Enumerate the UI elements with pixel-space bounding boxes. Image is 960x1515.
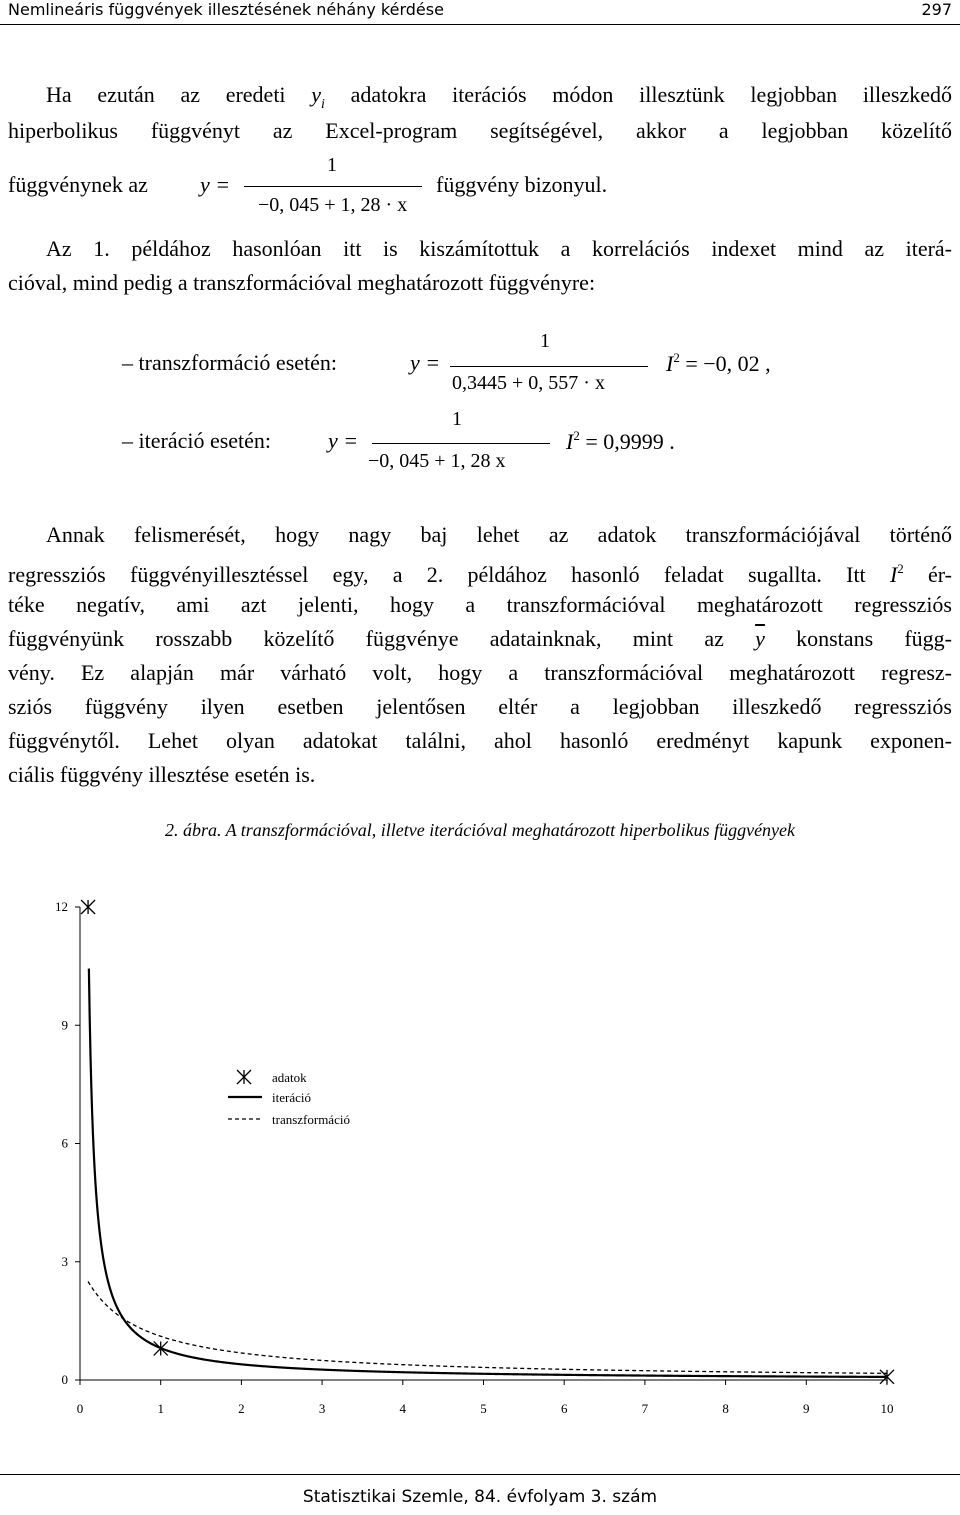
legend-marker-adatok [237, 1070, 251, 1084]
y-tick-label: 9 [61, 1017, 68, 1033]
x-tick-label: 8 [722, 1401, 729, 1416]
legend-label-transzformacio: transzformáció [272, 1112, 350, 1127]
x-tick-label: 0 [76, 1401, 84, 1416]
x-tick-label: 1 [157, 1401, 164, 1416]
transform-bar [450, 366, 648, 367]
iter-bar [372, 443, 550, 444]
para3-line6: sziós függvény ilyen esetben jelentősen eltér a legjobban illeszkedő regressziós [8, 694, 952, 719]
data-point-marker [154, 1341, 168, 1355]
transform-index: $I^2 = -0$, 02 , [666, 350, 771, 376]
para1-line1: Ha ezután az eredeti $y_i$ adatokra iterációs módon illesztünk legjobban illeszkedő [46, 82, 953, 112]
footer-text: Statisztikai Szemle, 84. évfolyam 3. szám [302, 1487, 658, 1507]
transform-lhs: y = [410, 350, 441, 375]
para3-line1: Annak felismerését, hogy nagy baj lehet az adatok transzformációjával történő [46, 522, 952, 547]
legend-label-adatok: adatok [272, 1070, 307, 1085]
iter-label: – iteráció esetén: [122, 428, 272, 453]
x-tick-label: 2 [238, 1401, 245, 1416]
formula-main-lhs: y = [200, 172, 231, 197]
x-tick-label: 7 [641, 1401, 649, 1416]
running-header [0, 0, 960, 25]
transform-den: 0,3445 + 0, 557 · x [452, 372, 605, 394]
transform-label: – transzformáció esetén: [122, 350, 338, 375]
x-tick-label: 9 [803, 1401, 810, 1416]
iter-lhs: y = [328, 428, 359, 453]
y-tick-label: 6 [61, 1135, 68, 1151]
y-tick-label: 0 [61, 1372, 68, 1387]
var-y: y [311, 82, 322, 107]
para3-line8: ciális függvény illesztése esetén is. [8, 762, 316, 787]
formula-main-bar [244, 186, 422, 187]
para1-line3b: függvény bizonyul. [436, 172, 608, 197]
running-footer [0, 1474, 960, 1515]
para1-line2: hiperbolikus függvényt az Excel-program segítségével, akkor a legjobban közelítő [8, 118, 952, 143]
y-tick-label: 12 [55, 899, 68, 914]
y-tick-label: 3 [61, 1253, 68, 1269]
legend-label-iteracio: iteráció [272, 1090, 311, 1105]
transform-num: 1 [540, 330, 550, 352]
para1-line3a: függvénynek az [8, 172, 148, 197]
para3-line2: regressziós függvényillesztéssel egy, a 2. példához hasonló feladat sugallta. Itt $I^2$ ér- [8, 561, 953, 587]
header-title: Nemlineáris függvények illesztésének néhány kérdése [8, 0, 444, 19]
x-tick-label: 4 [399, 1401, 407, 1416]
para3-line5: vény. Ez alapján már várható volt, hogy a transzformációval meghatározott regresz- [8, 660, 952, 685]
data-point-marker [81, 900, 95, 914]
page-number: 297 [921, 0, 952, 19]
x-tick-label: 3 [318, 1401, 326, 1416]
para3-line7: függvénytől. Lehet olyan adatokat találni, ahol hasonló eredményt kapunk exponen- [8, 728, 952, 753]
iter-num: 1 [452, 408, 462, 430]
formula-main-den: −0, 045 + 1, 28 · x [258, 194, 408, 216]
figure-caption: 2. ábra. A transzformációval, illetve iterációval meghatározott hiperbolikus függvények [164, 820, 796, 840]
hyperbolic-chart [0, 880, 960, 1440]
para2-line1: Az 1. példához hasonlóan itt is kiszámítottuk a korrelációs indexet mind az iterá- [46, 236, 952, 261]
formula-main-num: 1 [327, 154, 337, 176]
x-tick-label: 10 [880, 1401, 894, 1416]
para2-line2: cióval, mind pedig a transzformációval meghatározott függvényre: [8, 270, 596, 295]
para3-line3: téke negatív, ami azt jelenti, hogy a transzformációval meghatározott regressziós [8, 592, 952, 617]
para3-line4: függvényünk rosszabb közelítő függvénye adatainknak, mint az $\overline{y}$ konstans függ- [8, 626, 953, 651]
iter-index: $I^2 = 0,9999$ . [566, 428, 675, 454]
iter-den: −0, 045 + 1, 28 x [368, 450, 506, 472]
x-tick-label: 6 [560, 1401, 568, 1416]
series-iteracio-line [89, 969, 887, 1377]
x-tick-label: 5 [480, 1401, 487, 1416]
